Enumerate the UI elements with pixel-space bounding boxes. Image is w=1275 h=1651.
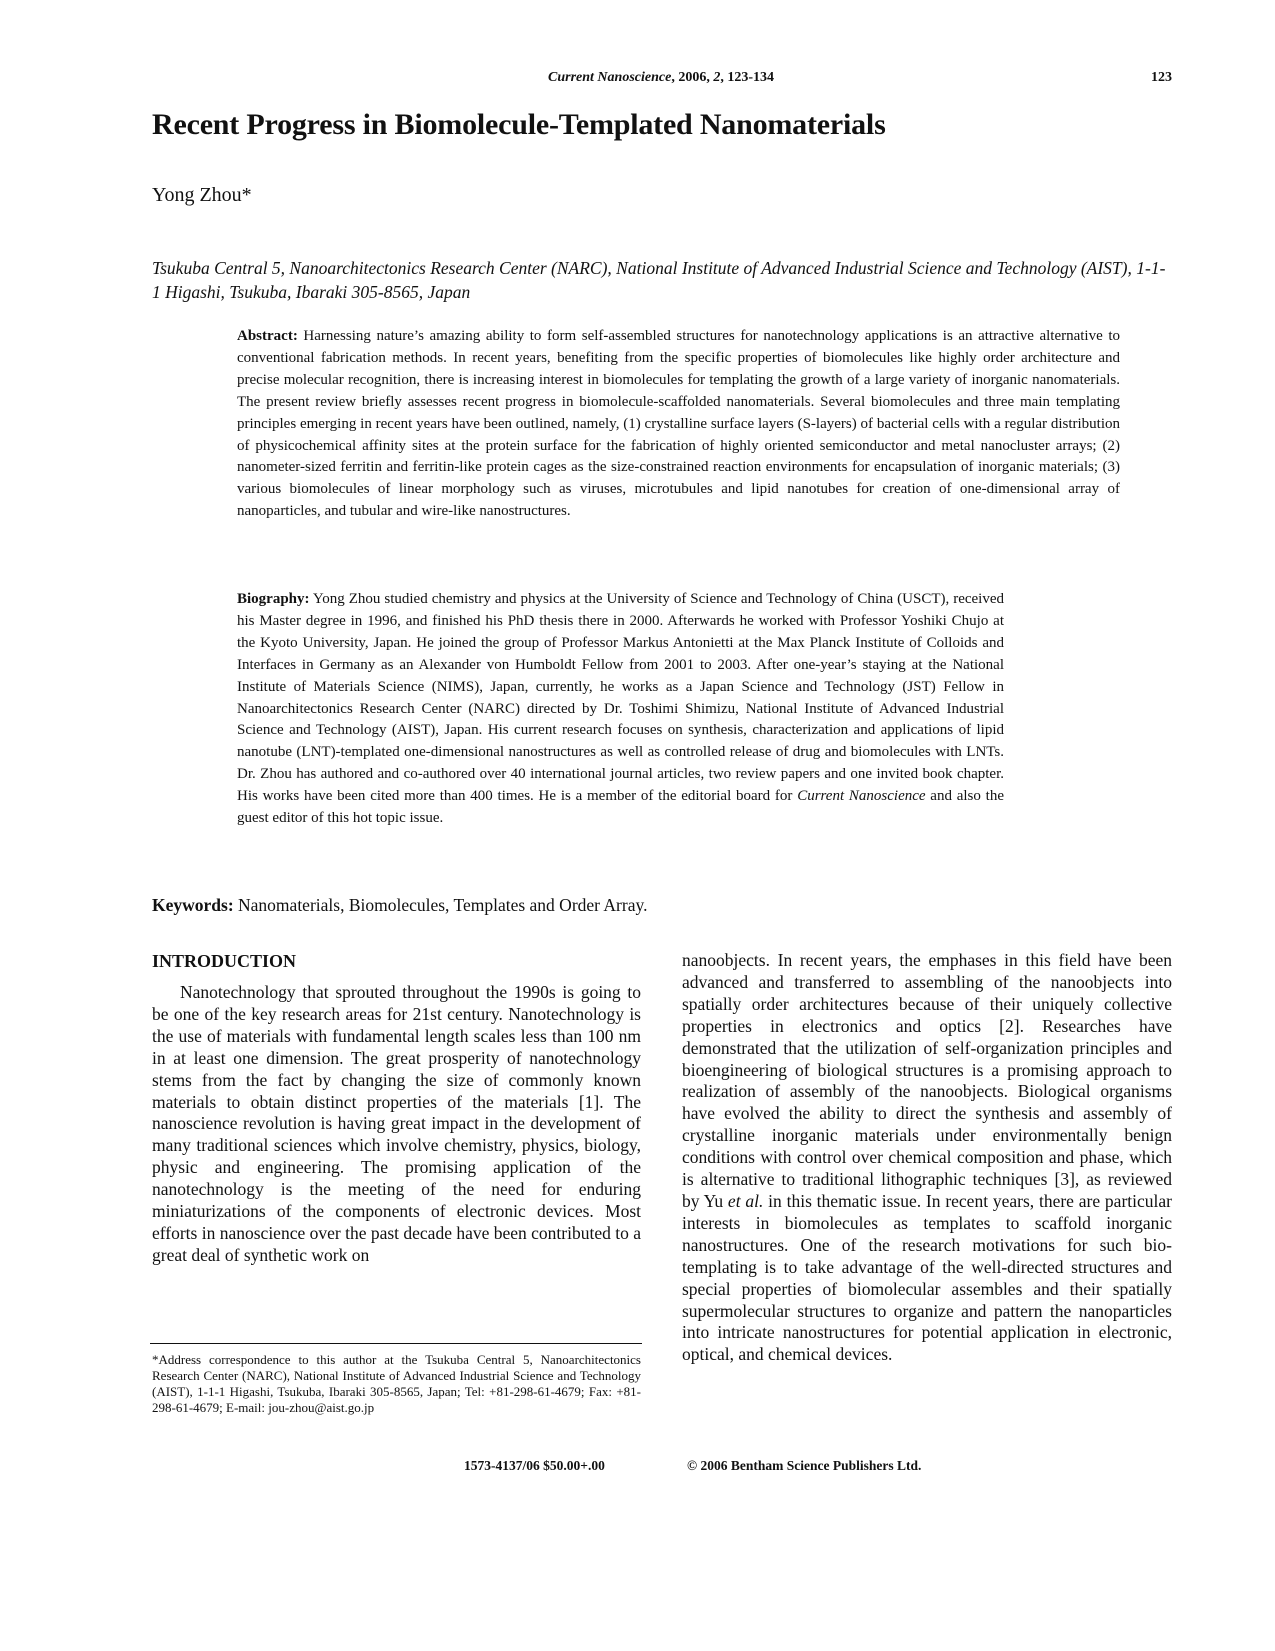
- author-affiliation: Tsukuba Central 5, Nanoarchitectonics Research Center (NARC), National Institute of Advanced Industrial Science and Technology (AIST), 1-1-1 Higashi, Tsukuba, Ibaraki 305-8565, Japan: [152, 258, 1166, 302]
- issn-price: 1573-4137/06 $50.00+.00: [464, 1458, 605, 1473]
- article-title: Recent Progress in Biomolecule-Templated Nanomaterials: [152, 108, 886, 141]
- abstract-text: Harnessing nature’s amazing ability to form self-assembled structures for nanotechnology applications is an attractive alternative to conventional fabrication methods. In recent years, benefiting from the specific properties of biomolecules like highly order architecture and precise molecular recognition, there is increasing interest in biomolecules for templating the growth of a large variety of inorganic nanomaterials. The present review briefly assesses recent progress in biomolecule-scaffolded nanomaterials. Several biomolecules and three main templating principles emerging in recent years have been outlined, namely, (1) crystalline surface layers (S-layers) of bacterial cells with a regular distribution of physicochemical affinity sites at the protein surface for the fabrication of highly oriented semiconductor and metal nanocluster arrays; (2) nanometer-sized ferritin and ferritin-like protein cages as the size-constrained reaction environments for encapsulation of inorganic materials; (3) various biomolecules of linear morphology such as viruses, microtubules and lipid nanotubes for creation of one-dimensional array of nanoparticles, and tubular and wire-like nanostructures.: [237, 328, 1120, 520]
- keywords-label: Keywords:: [152, 895, 234, 915]
- abstract: [237, 326, 1120, 523]
- abstract-label: Abstract:: [237, 328, 298, 344]
- journal-citation: [150, 70, 1172, 86]
- author-name: Yong Zhou*: [152, 184, 252, 206]
- journal-year: , 2006,: [671, 70, 714, 85]
- biography-text-end: and also the guest editor of this hot topic issue.: [237, 788, 1004, 827]
- introduction-right-text: nanoobjects. In recent years, the emphases in this field have been advanced and transferred to assembling of the nanoobjects into spatially order architectures because of their uniquely collective properties in electronics and optics [2]. Researches have demonstrated that the utilization of self-organization principles and bioengineering of biological structures is a promising approach to realization of assembly of the nanoobjects. Biological organisms have evolved the ability to direct the synthesis and assembly of crystalline inorganic materials under environmentally benign conditions with control over chemical composition and phase, which is alternative to traditional lithographic techniques [3], as reviewed by Yu: [682, 950, 1172, 1211]
- page-footer: [0, 1458, 1275, 1478]
- introduction-right-italic: et al.: [727, 1190, 764, 1211]
- keywords-text: Nanomaterials, Biomolecules, Templates and Order Array.: [233, 895, 648, 915]
- footnote-divider: [150, 1343, 642, 1344]
- journal-name: Current Nanoscience: [548, 70, 672, 85]
- introduction-paragraph-left: Nanotechnology that sprouted throughout the 1990s is going to be one of the key research areas for 21st century. Nanotechnology is the use of materials with fundamental length scales less than 100 nm in at least one dimension. The great prosperity of nanotechnology stems from the fact by changing the size of commonly known materials to obtain distinct properties of the materials [1]. The nanoscience revolution is having great impact in the development of many traditional sciences which involve chemistry, physics, biology, physic and engineering. The promising application of the nanotechnology is the meeting of the need for enduring miniaturizations of the components of electronic devices. Most efforts in nanoscience over the past decade have been contributed to a great deal of synthetic work on: [152, 982, 641, 1265]
- biography-label: Biography:: [237, 591, 310, 607]
- running-head: [150, 70, 1172, 90]
- journal-pages: , 123-134: [720, 70, 774, 85]
- introduction-paragraph-right: [682, 950, 1172, 1366]
- keywords: [152, 895, 647, 916]
- correspondence-footnote: *Address correspondence to this author at the Tsukuba Central 5, Nanoarchitectonics Research Center (NARC), National Institute of Advanced Industrial Science and Technology (AIST), 1-1-1 Higashi, Tsukuba, Ibaraki 305-8565, Japan; Tel: +81-298-61-4679; Fax: +81-298-61-4679; E-mail: jou-zhou@aist.go.jp: [152, 1352, 641, 1415]
- journal-volume: 2: [713, 70, 721, 85]
- copyright-notice: © 2006 Bentham Science Publishers Ltd.: [687, 1458, 922, 1473]
- biography: [237, 589, 1004, 830]
- left-column: [152, 950, 641, 1267]
- page-number: 123: [1151, 70, 1172, 85]
- biography-text: Yong Zhou studied chemistry and physics at the University of Science and Technology of China (USCT), received his Master degree in 1996, and finished his PhD thesis there in 2000. Afterwards he worked with Professor Yoshiki Chujo at the Kyoto University, Japan. He joined the group of Professor Markus Antonietti at the Max Planck Institute of Colloids and Interfaces in Germany as an Alexander von Humboldt Fellow from 2001 to 2003. After one-year’s staying at the National Institute of Materials Science (NIMS), Japan, currently, he works as a Japan Science and Technology (JST) Fellow in Nanoarchitectonics Research Center (NARC) directed by Dr. Toshimi Shimizu, National Institute of Advanced Industrial Science and Technology (AIST), Japan. His current research focuses on synthesis, characterization and applications of lipid nanotube (LNT)-templated one-dimensional nanostructures as well as controlled release of drug and biomolecules with LNTs. Dr. Zhou has authored and co-authored over 40 international journal articles, two review papers and one invited book chapter. His works have been cited more than 400 times. He is a member of the editorial board for: [237, 591, 1004, 805]
- biography-journal-name: Current Nanoscience: [797, 788, 926, 805]
- right-column: [682, 950, 1172, 1366]
- introduction-right-text-end: in this thematic issue. In recent years, there are particular interests in biomolecules as templates to scaffold inorganic nanostructures. One of the research motivations for such bio-templating is to take advantage of the well-directed structures and special properties of biomolecular assembles and their spatially supermolecular structures to organize and pattern the nanoparticles into intricate nanostructures for potential application in electronic, optical, and chemical devices.: [682, 1190, 1172, 1365]
- section-heading-introduction: INTRODUCTION: [152, 951, 297, 971]
